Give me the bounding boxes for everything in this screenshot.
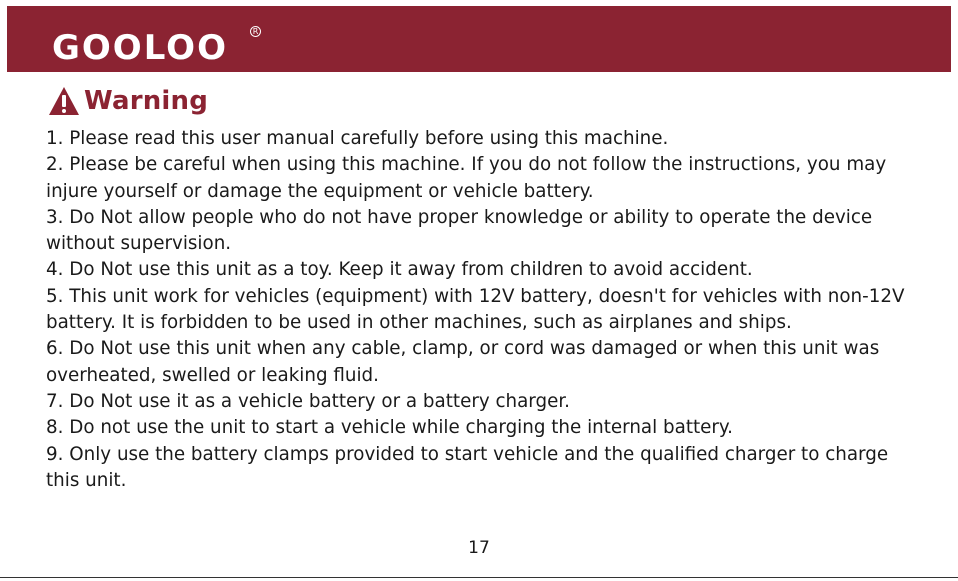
text-line: 8. Do not use the unit to start a vehicle while charging the internal battery. [46, 417, 733, 439]
text-line: this unit. [46, 469, 127, 491]
text-line: overheated, swelled or leaking fluid. [46, 364, 379, 386]
text-line: injure yourself or damage the equipment or vehicle battery. [46, 180, 594, 202]
warning-title: Warning [84, 86, 209, 116]
text-line: 5. This unit work for vehicles (equipment) with 12V battery, doesn't for vehicles with non-12V [46, 285, 905, 307]
text-line: 6. Do Not use this unit when any cable, clamp, or cord was damaged or when this unit was [46, 338, 880, 360]
warning-list [46, 126, 926, 494]
text-line: 7. Do Not use it as a vehicle battery or a battery charger. [46, 390, 570, 412]
brand-name: GOOLOO [52, 28, 228, 68]
text-line: 1. Please read this user manual carefully before using this machine. [46, 128, 669, 149]
warning-heading [48, 86, 208, 116]
text-line: 2. Please be careful when using this machine. If you do not follow the instructions, you may [46, 154, 887, 176]
bottom-divider [0, 577, 958, 578]
brand-logo [52, 27, 259, 68]
warning-triangle-icon [48, 86, 80, 116]
text-line: without supervision. [46, 233, 232, 255]
text-line: 4. Do Not use this unit as a toy. Keep it away from children to avoid accident. [46, 259, 753, 281]
text-line: 9. Only use the battery clamps provided to start vehicle and the qualified charger to charge [46, 443, 889, 465]
header-banner [7, 6, 951, 72]
registered-mark-icon: R [250, 26, 261, 37]
page-number: 17 [468, 538, 490, 558]
text-line: 3. Do Not allow people who do not have proper knowledge or ability to operate the device [46, 206, 873, 228]
text-line: battery. It is forbidden to be used in other machines, such as airplanes and ships. [46, 312, 792, 334]
